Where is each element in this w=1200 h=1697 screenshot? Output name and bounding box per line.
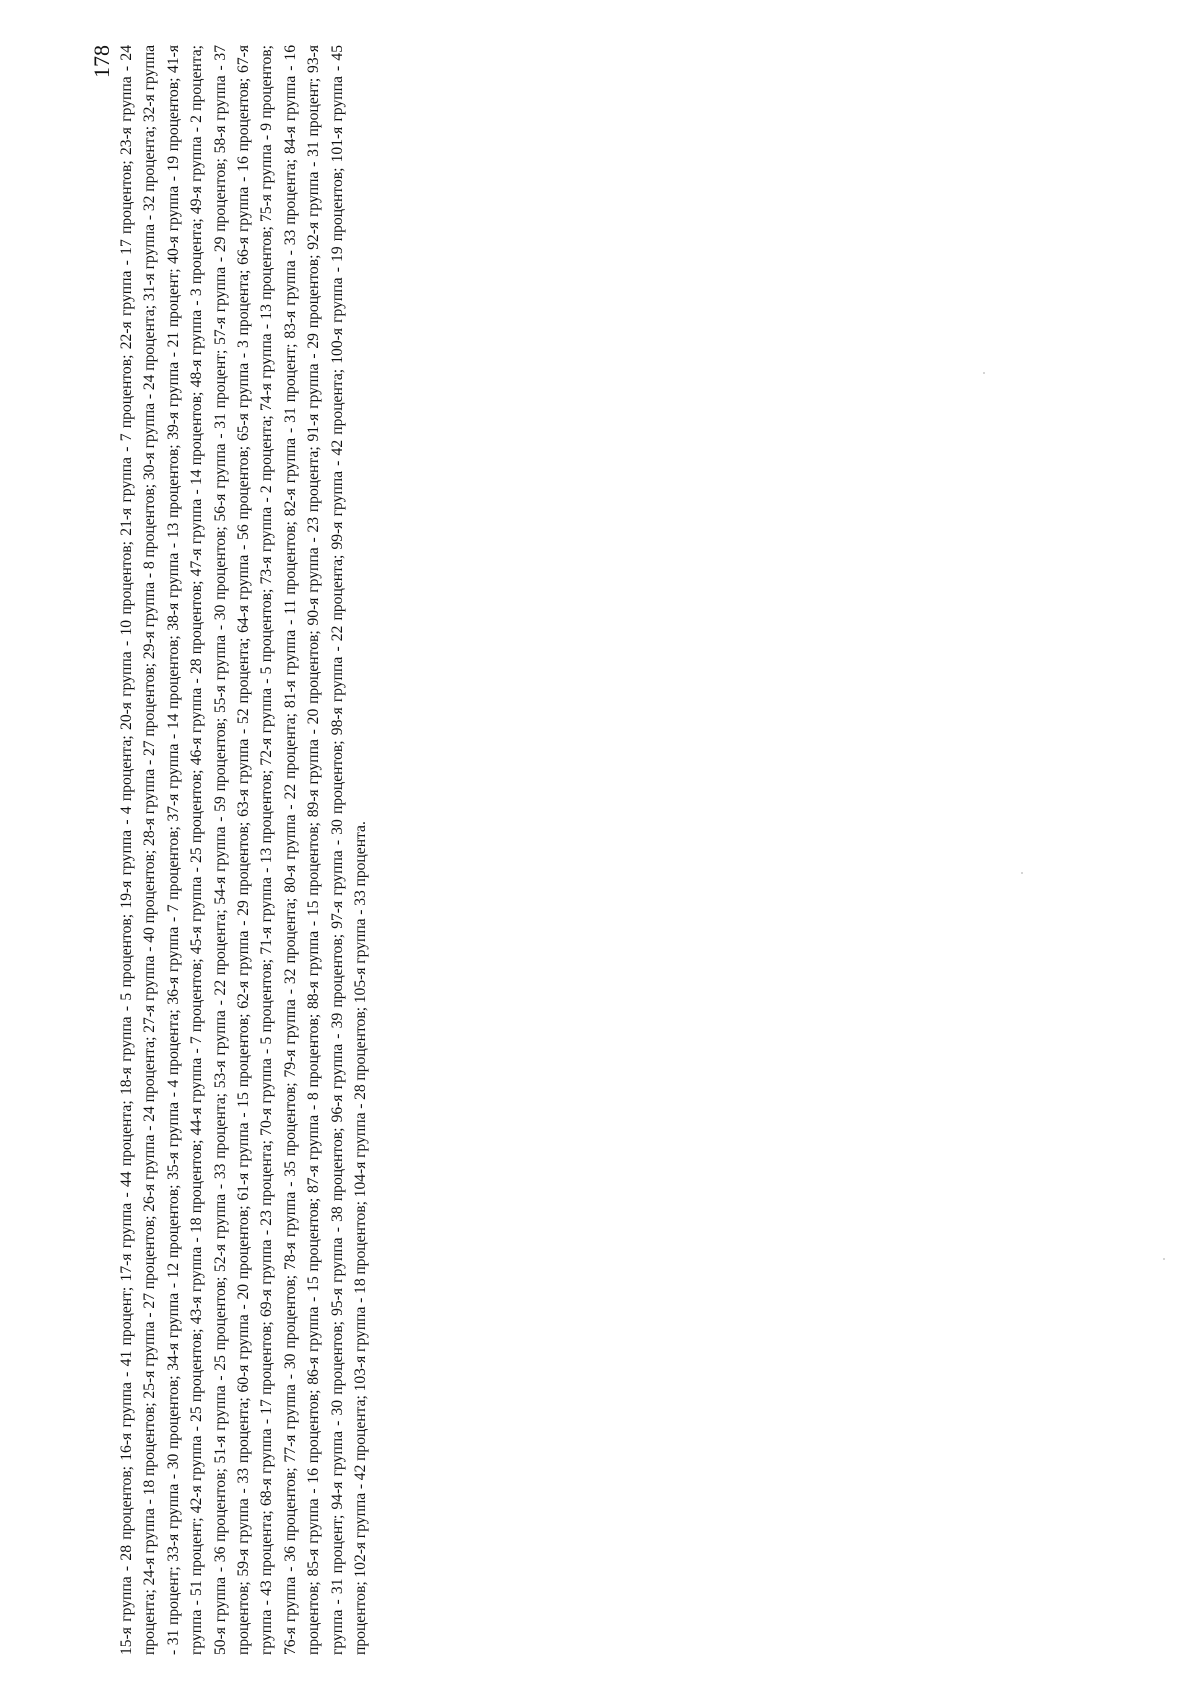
body-paragraph: 15-я группа - 28 процентов; 16-я группа - 41 процент; 17-я группа - 44 процента; 18-я группа - 5 процентов; 19-я группа - 4 процента; 20-я группа - 10 процентов; 21-я группа - 7 процентов; 22-я группа - 17 процентов; 23-я группа - 24 процента; 24-я группа - 18 процентов; 25-я группа - 27 процентов; 26-я группа - 24 процента; 27-я группа - 40 процентов; 28-я группа - 27 процентов; 29-я группа - 8 процентов; 30-я группа - 24 процента; 31-я группа - 32 процента; 32-я группа - 31 процент; 33-я группа - 30 процентов; 34-я группа - 12 процентов; 35-я группа - 4 процента; 36-я группа - 7 процентов; 37-я группа - 14 процентов; 38-я группа - 13 процентов; 39-я группа - 21 процент; 40-я группа - 19 процентов; 41-я группа - 51 процент; 42-я группа - 25 процентов; 43-я группа - 18 процентов; 44-я группа - 7 процентов; 45-я группа - 25 процентов; 46-я группа - 28 процентов; 47-я группа - 14 процентов; 48-я группа - 3 процента; 49-я группа - 2 процента; 50-я группа - 36 процентов; 51-я группа - 25 процентов; 52-я группа - 33 процента; 53-я группа - 22 процента; 54-я группа - 59 процентов; 55-я группа - 30 процентов; 56-я группа - 31 процент; 57-я группа - 29 процентов; 58-я группа - 37 процентов; 59-я группа - 33 процента; 60-я группа - 20 процентов; 61-я группа - 15 процентов; 62-я группа - 29 процентов; 63-я группа - 52 процента; 64-я группа - 56 процентов; 65-я группа - 3 процента; 66-я группа - 16 процентов; 67-я группа - 43 процента; 68-я группа - 17 процентов; 69-я группа - 23 процента; 70-я группа - 5 процентов; 71-я группа - 13 процентов; 72-я группа - 5 процентов; 73-я группа - 2 процента; 74-я группа - 13 процентов; 75-я группа - 9 процентов; 76-я группа - 36 процентов; 77-я группа - 30 процентов; 78-я группа - 35 процентов; 79-я группа - 32 процента; 80-я группа - 22 процента; 81-я группа - 11 процентов; 82-я группа - 31 процент; 83-я группа - 33 процента; 84-я группа - 16 процентов; 85-я группа - 16 процентов; 86-я группа - 15 процентов; 87-я группа - 8 процентов; 88-я группа - 15 процентов; 89-я группа - 20 процентов; 90-я группа - 23 процента; 91-я группа - 29 процентов; 92-я группа - 31 процент; 93-я группа - 31 процент; 94-я группа - 30 процентов; 95-я группа - 38 процентов; 96-я группа - 39 процентов; 97-я группа - 30 процентов; 98-я группа - 22 процента; 99-я группа - 42 процента; 100-я группа - 19 процентов; 101-я группа - 45 процентов; 102-я группа - 42 процента; 103-я группа - 18 процентов; 104-я группа - 28 процентов; 105-я группа - 33 процента. (118, 45, 370, 1655)
scan-speck (1021, 872, 1023, 874)
rotated-text-block (90, 45, 372, 1655)
page-number: 178 (89, 45, 114, 78)
scan-speck (983, 372, 985, 374)
scan-speck (1163, 1258, 1165, 1260)
